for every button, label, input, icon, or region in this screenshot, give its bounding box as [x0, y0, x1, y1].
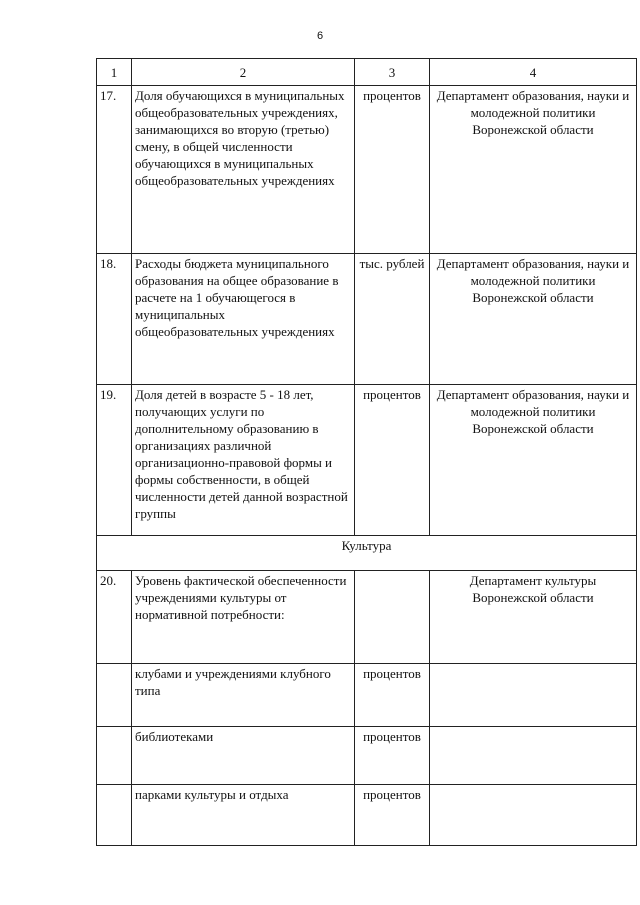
row-number: 17. [97, 86, 132, 254]
section-row [97, 536, 637, 571]
header-col-1: 1 [97, 59, 132, 86]
responsible-text: Департамент образования, науки и молодежной политики Воронежской области [430, 385, 637, 536]
indicator-text: клубами и учреждениями клубного типа [132, 664, 355, 727]
responsible-empty [430, 785, 637, 846]
indicator-text: библиотеками [132, 727, 355, 785]
row-number: 19. [97, 385, 132, 536]
row-number: 20. [97, 571, 132, 664]
responsible-empty [430, 727, 637, 785]
indicator-text: парками культуры и отдыха [132, 785, 355, 846]
row-number-empty [97, 727, 132, 785]
indicator-text: Доля детей в возрасте 5 - 18 лет, получающих услуги по дополнительному образованию в организациях различной организационно-правовой формы и формы собственности, в общей численности детей данной возрастной группы [132, 385, 355, 536]
table-row [97, 86, 637, 254]
responsible-text: Департамент образования, науки и молодежной политики Воронежской области [430, 254, 637, 385]
unit-text: процентов [355, 385, 430, 536]
responsible-text: Департамент культуры Воронежской области [430, 571, 637, 664]
unit-text [355, 571, 430, 664]
header-col-2: 2 [132, 59, 355, 86]
indicator-text: Расходы бюджета муниципального образования на общее образование в расчете на 1 обучающегося в муниципальных общеобразовательных учреждениях [132, 254, 355, 385]
row-number: 18. [97, 254, 132, 385]
table-subrow [97, 664, 637, 727]
section-title: Культура [97, 536, 637, 571]
table-row [97, 254, 637, 385]
indicator-text: Доля обучающихся в муниципальных общеобразовательных учреждениях, занимающихся во вторую (третью) смену, в общей численности обучающихся в муниципальных общеобразовательных учреждениях [132, 86, 355, 254]
unit-text: процентов [355, 86, 430, 254]
unit-text: процентов [355, 727, 430, 785]
indicators-table [96, 58, 637, 846]
page-number: 6 [316, 30, 324, 42]
row-number-empty [97, 664, 132, 727]
indicator-text: Уровень фактической обеспеченности учреждениями культуры от нормативной потребности: [132, 571, 355, 664]
unit-text: тыс. рублей [355, 254, 430, 385]
responsible-empty [430, 664, 637, 727]
header-col-3: 3 [355, 59, 430, 86]
table-subrow [97, 785, 637, 846]
header-col-4: 4 [430, 59, 637, 86]
table-row [97, 385, 637, 536]
row-number-empty [97, 785, 132, 846]
unit-text: процентов [355, 664, 430, 727]
table-subrow [97, 727, 637, 785]
table-row [97, 571, 637, 664]
unit-text: процентов [355, 785, 430, 846]
table-header-row [97, 59, 637, 86]
responsible-text: Департамент образования, науки и молодежной политики Воронежской области [430, 86, 637, 254]
